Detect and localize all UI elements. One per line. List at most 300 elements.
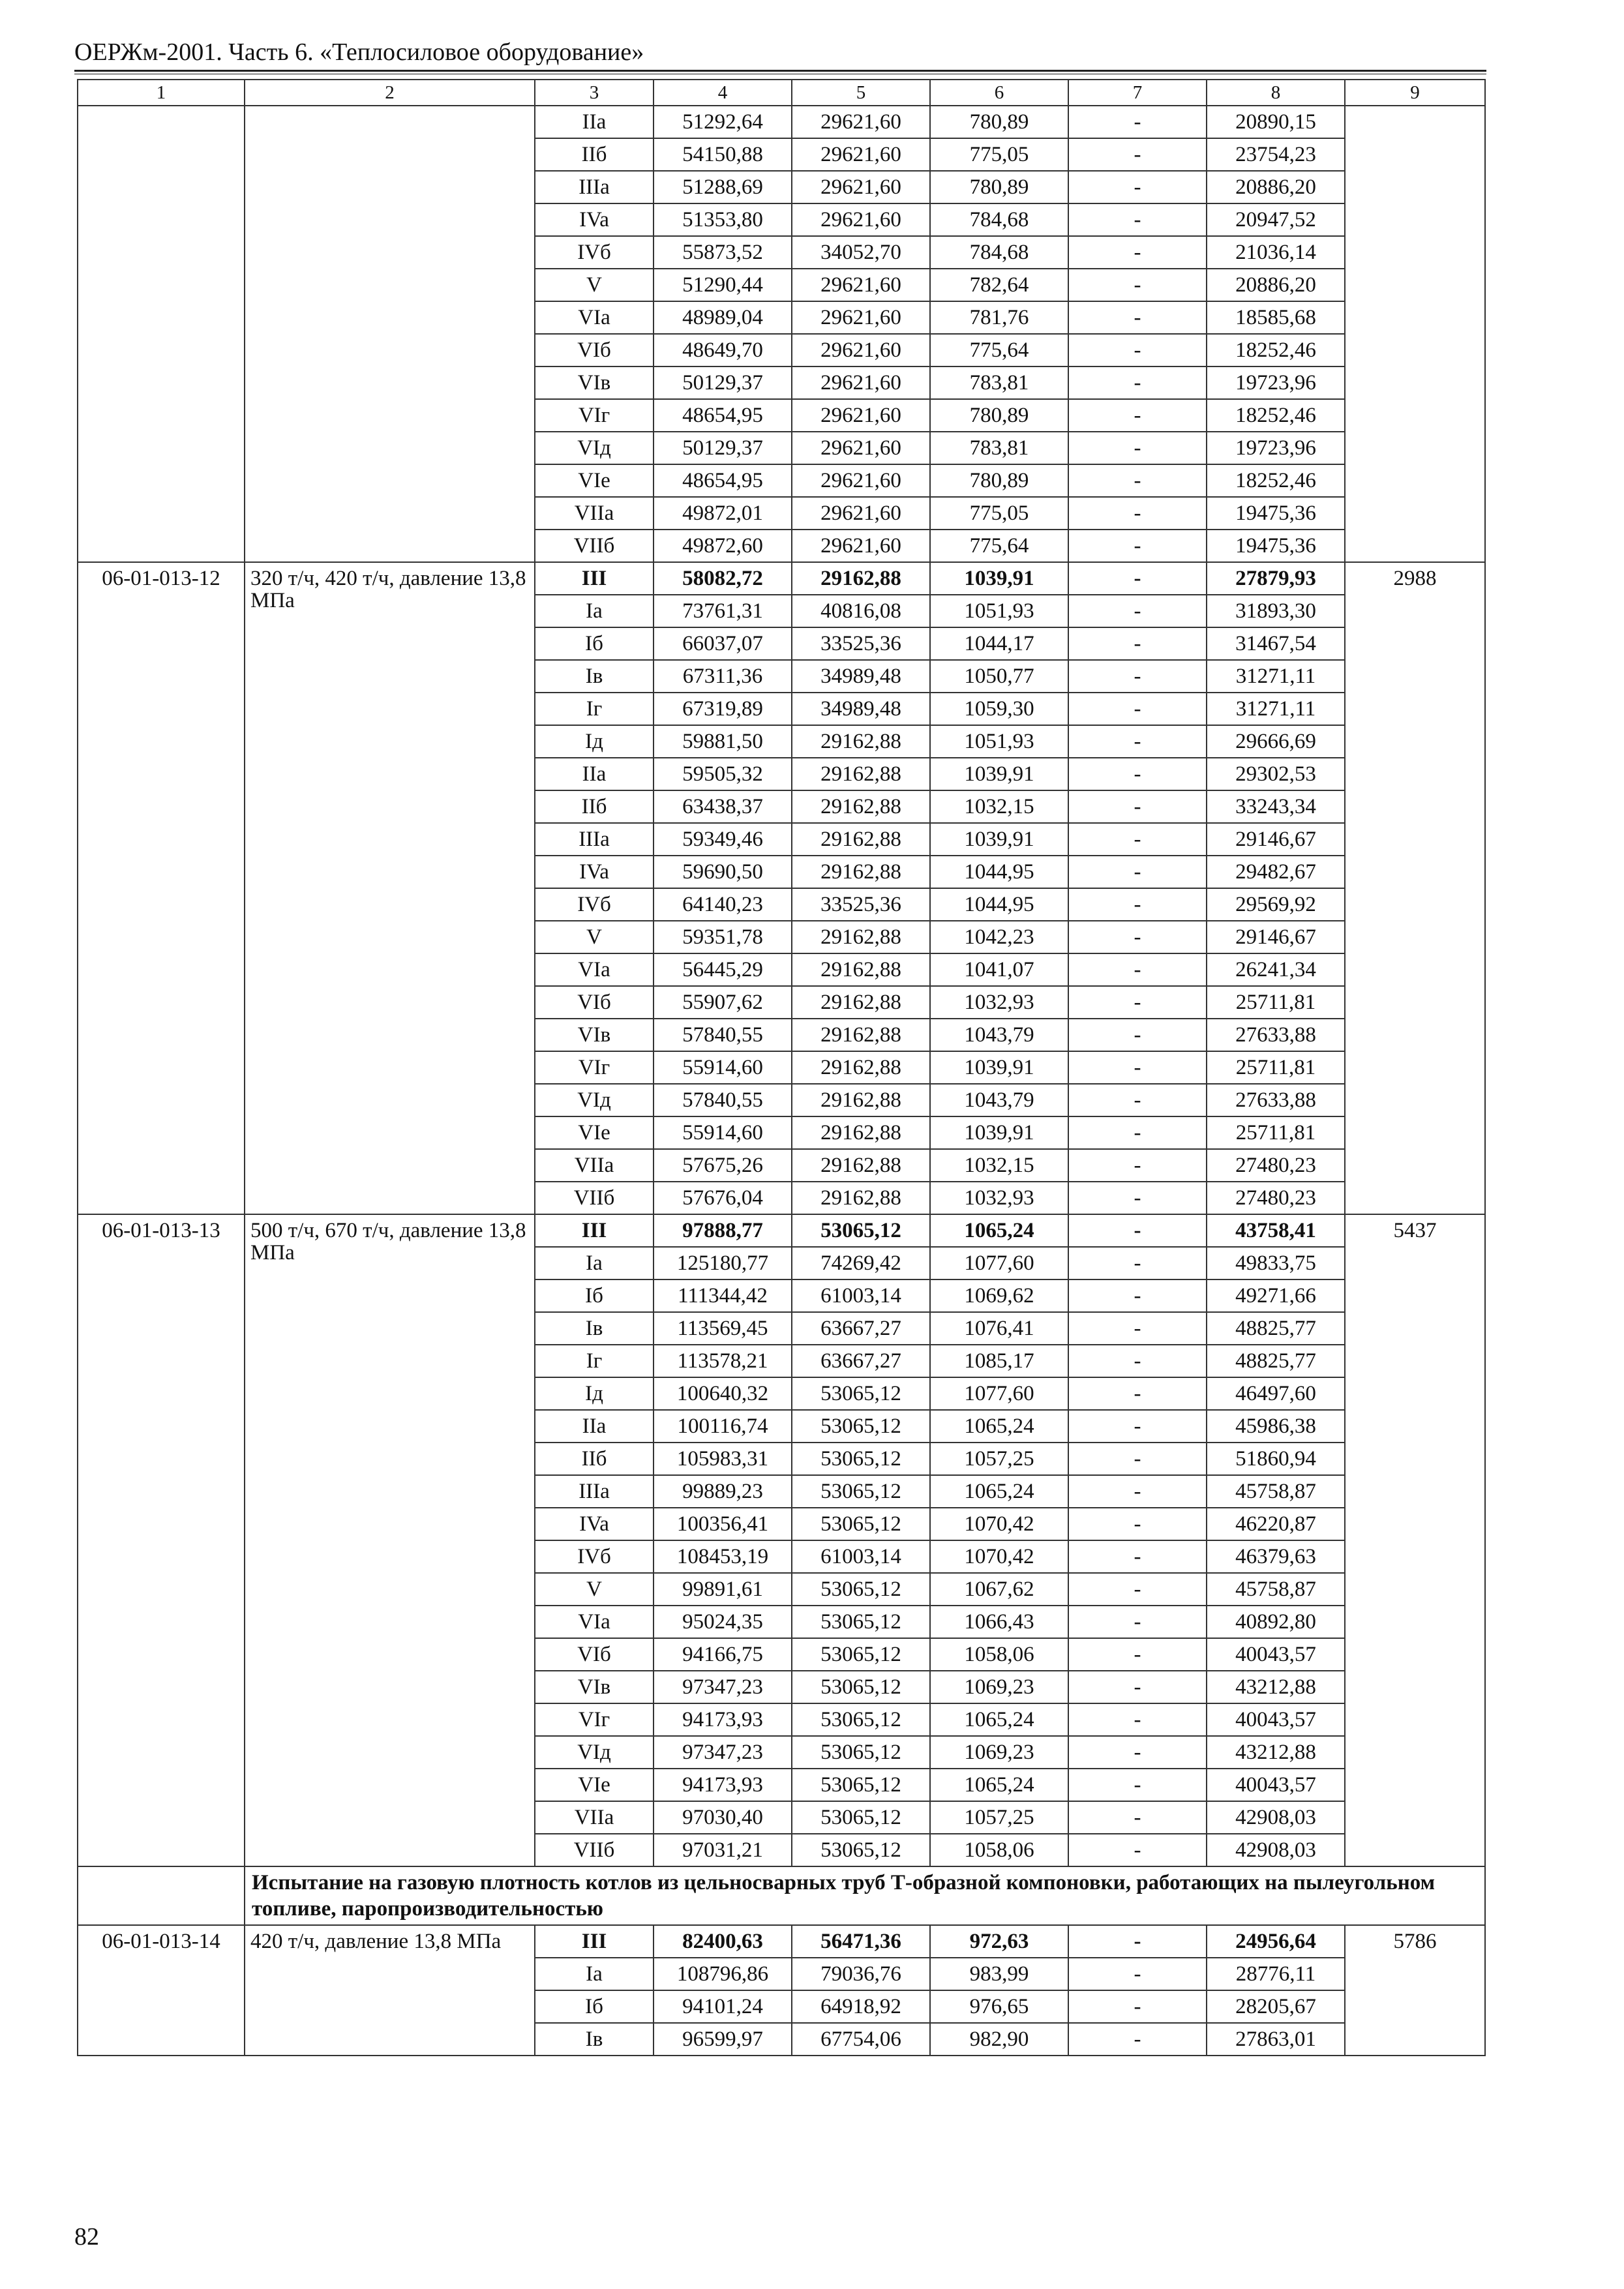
value-cell: 111344,42: [654, 1279, 792, 1312]
blank-cell: [78, 1866, 245, 1925]
subitem-label: VIг: [535, 399, 654, 432]
value-cell: 29162,88: [792, 790, 930, 823]
value-cell: 53065,12: [792, 1703, 930, 1736]
value-cell: 82400,63: [654, 1925, 792, 1958]
value-cell: 1066,43: [930, 1606, 1068, 1638]
value-cell: 26241,34: [1207, 953, 1345, 986]
value-cell: 976,65: [930, 1990, 1068, 2023]
value-cell: -: [1068, 562, 1207, 595]
rates-table: [77, 79, 1486, 2056]
subitem-label: VIIб: [535, 1834, 654, 1866]
value-cell: 63667,27: [792, 1345, 930, 1377]
value-cell: -: [1068, 1958, 1207, 1990]
item-description: 320 т/ч, 420 т/ч, давление 13,8 МПа: [245, 562, 535, 1214]
subitem-label: V: [535, 921, 654, 953]
subitem-label: III: [535, 562, 654, 595]
value-cell: 125180,77: [654, 1247, 792, 1279]
value-cell: 99891,61: [654, 1573, 792, 1606]
value-cell: 28205,67: [1207, 1990, 1345, 2023]
value-cell: 33525,36: [792, 888, 930, 921]
value-cell: 113578,21: [654, 1345, 792, 1377]
value-cell: -: [1068, 1084, 1207, 1116]
subitem-label: VIд: [535, 1736, 654, 1769]
value-cell: -: [1068, 627, 1207, 660]
value-cell: 1051,93: [930, 725, 1068, 758]
value-cell: 57840,55: [654, 1019, 792, 1051]
table-row: [78, 1925, 1485, 1958]
value-cell: 18252,46: [1207, 334, 1345, 367]
value-cell: 24956,64: [1207, 1925, 1345, 1958]
subitem-label: VIд: [535, 1084, 654, 1116]
value-cell: 40816,08: [792, 595, 930, 627]
value-cell: 29162,88: [792, 725, 930, 758]
value-cell: -: [1068, 1247, 1207, 1279]
subitem-label: Ia: [535, 1958, 654, 1990]
value-cell: 1039,91: [930, 1051, 1068, 1084]
value-cell: -: [1068, 367, 1207, 399]
subitem-label: VIe: [535, 464, 654, 497]
value-cell: 775,64: [930, 334, 1068, 367]
value-cell: 784,68: [930, 203, 1068, 236]
value-cell: 1032,15: [930, 1149, 1068, 1182]
value-cell: 29146,67: [1207, 823, 1345, 856]
value-cell: 27480,23: [1207, 1182, 1345, 1214]
subitem-label: VIв: [535, 1671, 654, 1703]
value-cell: 1070,42: [930, 1540, 1068, 1573]
value-cell: -: [1068, 1703, 1207, 1736]
value-cell: 29569,92: [1207, 888, 1345, 921]
item-description: 420 т/ч, давление 13,8 МПа: [245, 1925, 535, 2056]
value-cell: 19723,96: [1207, 432, 1345, 464]
value-cell: 100116,74: [654, 1410, 792, 1443]
value-cell: 58082,72: [654, 562, 792, 595]
value-cell: 34052,70: [792, 236, 930, 269]
value-cell: 57840,55: [654, 1084, 792, 1116]
subitem-label: Iб: [535, 1279, 654, 1312]
value-cell: 1042,23: [930, 921, 1068, 953]
value-cell: 783,81: [930, 367, 1068, 399]
value-cell: 63667,27: [792, 1312, 930, 1345]
column-number: 4: [654, 80, 792, 106]
subitem-label: Iд: [535, 725, 654, 758]
value-cell: 1059,30: [930, 693, 1068, 725]
value-cell: 45986,38: [1207, 1410, 1345, 1443]
value-cell: 29621,60: [792, 106, 930, 138]
value-cell: 97347,23: [654, 1736, 792, 1769]
value-cell: 100356,41: [654, 1508, 792, 1540]
value-cell: 34989,48: [792, 660, 930, 693]
value-cell: 1077,60: [930, 1247, 1068, 1279]
subitem-label: Iг: [535, 693, 654, 725]
value-cell: 19475,36: [1207, 497, 1345, 530]
value-cell: 1065,24: [930, 1214, 1068, 1247]
value-cell: 53065,12: [792, 1410, 930, 1443]
value-cell: 40892,80: [1207, 1606, 1345, 1638]
value-cell: 64918,92: [792, 1990, 930, 2023]
value-cell: 49872,01: [654, 497, 792, 530]
workers-count: 2988: [1345, 562, 1485, 1214]
item-code: 06-01-013-12: [78, 562, 245, 1214]
value-cell: -: [1068, 269, 1207, 301]
value-cell: 59349,46: [654, 823, 792, 856]
subitem-label: VIг: [535, 1703, 654, 1736]
value-cell: 29666,69: [1207, 725, 1345, 758]
column-number: 1: [78, 80, 245, 106]
value-cell: 29621,60: [792, 138, 930, 171]
workers-count: 5437: [1345, 1214, 1485, 1866]
value-cell: 29621,60: [792, 203, 930, 236]
value-cell: 1069,62: [930, 1279, 1068, 1312]
value-cell: 29162,88: [792, 856, 930, 888]
value-cell: 42908,03: [1207, 1834, 1345, 1866]
value-cell: 29621,60: [792, 171, 930, 203]
value-cell: 1057,25: [930, 1801, 1068, 1834]
value-cell: 29621,60: [792, 334, 930, 367]
value-cell: -: [1068, 1410, 1207, 1443]
value-cell: -: [1068, 334, 1207, 367]
value-cell: 29621,60: [792, 464, 930, 497]
value-cell: -: [1068, 1214, 1207, 1247]
value-cell: 46220,87: [1207, 1508, 1345, 1540]
column-number: 2: [245, 80, 535, 106]
value-cell: 46379,63: [1207, 1540, 1345, 1573]
value-cell: 29162,88: [792, 1019, 930, 1051]
column-number: 6: [930, 80, 1068, 106]
value-cell: 20886,20: [1207, 171, 1345, 203]
subitem-label: IVб: [535, 888, 654, 921]
value-cell: -: [1068, 1019, 1207, 1051]
value-cell: 18252,46: [1207, 464, 1345, 497]
value-cell: 20890,15: [1207, 106, 1345, 138]
value-cell: 1044,95: [930, 856, 1068, 888]
value-cell: 29162,88: [792, 986, 930, 1019]
value-cell: 48989,04: [654, 301, 792, 334]
value-cell: 113569,45: [654, 1312, 792, 1345]
column-number: 8: [1207, 80, 1345, 106]
blank-cell: [78, 106, 245, 562]
value-cell: 45758,87: [1207, 1475, 1345, 1508]
value-cell: 51353,80: [654, 203, 792, 236]
value-cell: -: [1068, 693, 1207, 725]
subitem-label: VIa: [535, 953, 654, 986]
value-cell: -: [1068, 758, 1207, 790]
subitem-label: VIв: [535, 1019, 654, 1051]
section-row: [78, 1866, 1485, 1925]
value-cell: -: [1068, 888, 1207, 921]
subitem-label: IIIa: [535, 1475, 654, 1508]
value-cell: -: [1068, 1279, 1207, 1312]
value-cell: 29621,60: [792, 530, 930, 562]
value-cell: 1051,93: [930, 595, 1068, 627]
value-cell: 43212,88: [1207, 1671, 1345, 1703]
value-cell: 49872,60: [654, 530, 792, 562]
value-cell: 94166,75: [654, 1638, 792, 1671]
value-cell: 49271,66: [1207, 1279, 1345, 1312]
value-cell: 1076,41: [930, 1312, 1068, 1345]
value-cell: -: [1068, 823, 1207, 856]
value-cell: 33525,36: [792, 627, 930, 660]
value-cell: 982,90: [930, 2023, 1068, 2056]
value-cell: 29162,88: [792, 758, 930, 790]
value-cell: -: [1068, 1606, 1207, 1638]
value-cell: 1070,42: [930, 1508, 1068, 1540]
value-cell: 1058,06: [930, 1834, 1068, 1866]
subitem-label: VIб: [535, 986, 654, 1019]
blank-cell: [1345, 106, 1485, 562]
value-cell: 1039,91: [930, 823, 1068, 856]
blank-cell: [245, 106, 535, 562]
value-cell: 29621,60: [792, 399, 930, 432]
value-cell: -: [1068, 1377, 1207, 1410]
value-cell: 53065,12: [792, 1443, 930, 1475]
value-cell: 29162,88: [792, 823, 930, 856]
subitem-label: IVб: [535, 236, 654, 269]
value-cell: 53065,12: [792, 1475, 930, 1508]
subitem-label: VIa: [535, 1606, 654, 1638]
subitem-label: VIг: [535, 1051, 654, 1084]
value-cell: 27879,93: [1207, 562, 1345, 595]
subitem-label: VIa: [535, 301, 654, 334]
workers-count: 5786: [1345, 1925, 1485, 2056]
value-cell: 29162,88: [792, 562, 930, 595]
column-number: 5: [792, 80, 930, 106]
subitem-label: VIIб: [535, 1182, 654, 1214]
value-cell: 96599,97: [654, 2023, 792, 2056]
value-cell: 27863,01: [1207, 2023, 1345, 2056]
subitem-label: IVa: [535, 1508, 654, 1540]
value-cell: 50129,37: [654, 367, 792, 399]
value-cell: 51290,44: [654, 269, 792, 301]
subitem-label: VIe: [535, 1769, 654, 1801]
value-cell: -: [1068, 790, 1207, 823]
value-cell: 49833,75: [1207, 1247, 1345, 1279]
subitem-label: IIIa: [535, 171, 654, 203]
subitem-label: Iб: [535, 627, 654, 660]
value-cell: 100640,32: [654, 1377, 792, 1410]
value-cell: 29162,88: [792, 1149, 930, 1182]
value-cell: 29162,88: [792, 1116, 930, 1149]
value-cell: 1065,24: [930, 1475, 1068, 1508]
value-cell: -: [1068, 497, 1207, 530]
value-cell: 53065,12: [792, 1508, 930, 1540]
value-cell: 19475,36: [1207, 530, 1345, 562]
value-cell: 53065,12: [792, 1573, 930, 1606]
value-cell: 784,68: [930, 236, 1068, 269]
value-cell: 53065,12: [792, 1834, 930, 1866]
value-cell: -: [1068, 2023, 1207, 2056]
value-cell: 53065,12: [792, 1736, 930, 1769]
subitem-label: VIe: [535, 1116, 654, 1149]
subitem-label: VIIa: [535, 1149, 654, 1182]
subitem-label: Iб: [535, 1990, 654, 2023]
value-cell: -: [1068, 1834, 1207, 1866]
value-cell: -: [1068, 464, 1207, 497]
value-cell: 775,64: [930, 530, 1068, 562]
subitem-label: Iв: [535, 1312, 654, 1345]
value-cell: 57675,26: [654, 1149, 792, 1182]
value-cell: 1044,17: [930, 627, 1068, 660]
table-row: [78, 562, 1485, 595]
value-cell: 51288,69: [654, 171, 792, 203]
value-cell: 18585,68: [1207, 301, 1345, 334]
value-cell: -: [1068, 1149, 1207, 1182]
subitem-label: IIб: [535, 1443, 654, 1475]
value-cell: 29162,88: [792, 953, 930, 986]
value-cell: 29621,60: [792, 432, 930, 464]
value-cell: 61003,14: [792, 1540, 930, 1573]
value-cell: 29621,60: [792, 269, 930, 301]
subitem-label: Iг: [535, 1345, 654, 1377]
value-cell: 29146,67: [1207, 921, 1345, 953]
value-cell: 94173,93: [654, 1769, 792, 1801]
value-cell: 50129,37: [654, 432, 792, 464]
value-cell: -: [1068, 203, 1207, 236]
value-cell: 29162,88: [792, 1182, 930, 1214]
value-cell: 23754,23: [1207, 138, 1345, 171]
value-cell: 48825,77: [1207, 1312, 1345, 1345]
value-cell: 55907,62: [654, 986, 792, 1019]
value-cell: 53065,12: [792, 1801, 930, 1834]
value-cell: 59351,78: [654, 921, 792, 953]
value-cell: 1065,24: [930, 1769, 1068, 1801]
value-cell: -: [1068, 986, 1207, 1019]
value-cell: -: [1068, 1116, 1207, 1149]
value-cell: 782,64: [930, 269, 1068, 301]
value-cell: 27633,88: [1207, 1019, 1345, 1051]
value-cell: 33243,34: [1207, 790, 1345, 823]
value-cell: 105983,31: [654, 1443, 792, 1475]
value-cell: -: [1068, 432, 1207, 464]
value-cell: 775,05: [930, 497, 1068, 530]
value-cell: -: [1068, 1182, 1207, 1214]
value-cell: 53065,12: [792, 1377, 930, 1410]
subitem-label: VIIб: [535, 530, 654, 562]
value-cell: 97347,23: [654, 1671, 792, 1703]
value-cell: 775,05: [930, 138, 1068, 171]
value-cell: 31271,11: [1207, 693, 1345, 725]
value-cell: 1041,07: [930, 953, 1068, 986]
value-cell: 18252,46: [1207, 399, 1345, 432]
subitem-label: IVб: [535, 1540, 654, 1573]
column-number: 9: [1345, 80, 1485, 106]
value-cell: 67754,06: [792, 2023, 930, 2056]
value-cell: 42908,03: [1207, 1801, 1345, 1834]
value-cell: 108796,86: [654, 1958, 792, 1990]
subitem-label: V: [535, 1573, 654, 1606]
subitem-label: IIa: [535, 758, 654, 790]
value-cell: 1065,24: [930, 1410, 1068, 1443]
subitem-label: Ia: [535, 1247, 654, 1279]
subitem-label: Iд: [535, 1377, 654, 1410]
value-cell: 1032,93: [930, 986, 1068, 1019]
value-cell: -: [1068, 1769, 1207, 1801]
value-cell: -: [1068, 1990, 1207, 2023]
value-cell: 29302,53: [1207, 758, 1345, 790]
subitem-label: IIa: [535, 1410, 654, 1443]
value-cell: 48649,70: [654, 334, 792, 367]
value-cell: 61003,14: [792, 1279, 930, 1312]
value-cell: 29621,60: [792, 301, 930, 334]
value-cell: 27633,88: [1207, 1084, 1345, 1116]
value-cell: 1043,79: [930, 1019, 1068, 1051]
value-cell: 29482,67: [1207, 856, 1345, 888]
value-cell: 29162,88: [792, 1051, 930, 1084]
subitem-label: IIб: [535, 790, 654, 823]
value-cell: 783,81: [930, 432, 1068, 464]
value-cell: -: [1068, 530, 1207, 562]
value-cell: 31271,11: [1207, 660, 1345, 693]
value-cell: 64140,23: [654, 888, 792, 921]
value-cell: 34989,48: [792, 693, 930, 725]
value-cell: 79036,76: [792, 1958, 930, 1990]
value-cell: -: [1068, 171, 1207, 203]
value-cell: 53065,12: [792, 1671, 930, 1703]
value-cell: 67319,89: [654, 693, 792, 725]
value-cell: 74269,42: [792, 1247, 930, 1279]
subitem-label: IVa: [535, 856, 654, 888]
column-number: 3: [535, 80, 654, 106]
value-cell: 21036,14: [1207, 236, 1345, 269]
value-cell: 781,76: [930, 301, 1068, 334]
value-cell: -: [1068, 1312, 1207, 1345]
value-cell: 780,89: [930, 464, 1068, 497]
value-cell: -: [1068, 106, 1207, 138]
value-cell: 1058,06: [930, 1638, 1068, 1671]
value-cell: 1032,93: [930, 1182, 1068, 1214]
value-cell: 97030,40: [654, 1801, 792, 1834]
value-cell: 63438,37: [654, 790, 792, 823]
column-number: 7: [1068, 80, 1207, 106]
value-cell: 780,89: [930, 171, 1068, 203]
value-cell: 780,89: [930, 399, 1068, 432]
value-cell: 27480,23: [1207, 1149, 1345, 1182]
value-cell: -: [1068, 1540, 1207, 1573]
value-cell: -: [1068, 138, 1207, 171]
item-description: 500 т/ч, 670 т/ч, давление 13,8 МПа: [245, 1214, 535, 1866]
value-cell: -: [1068, 1638, 1207, 1671]
value-cell: 972,63: [930, 1925, 1068, 1958]
value-cell: 29621,60: [792, 367, 930, 399]
item-code: 06-01-013-14: [78, 1925, 245, 2056]
value-cell: 95024,35: [654, 1606, 792, 1638]
value-cell: -: [1068, 399, 1207, 432]
subitem-label: IIa: [535, 106, 654, 138]
value-cell: 53065,12: [792, 1638, 930, 1671]
value-cell: 1039,91: [930, 758, 1068, 790]
section-title: Испытание на газовую плотность котлов из цельносварных труб Т-образной компоновки, работающих на пылеугольном топливе, паропроизводительностью: [245, 1866, 1485, 1925]
value-cell: -: [1068, 1508, 1207, 1540]
value-cell: 1085,17: [930, 1345, 1068, 1377]
value-cell: 54150,88: [654, 138, 792, 171]
table-row: [78, 1214, 1485, 1247]
value-cell: 55873,52: [654, 236, 792, 269]
value-cell: 55914,60: [654, 1051, 792, 1084]
value-cell: -: [1068, 301, 1207, 334]
value-cell: 67311,36: [654, 660, 792, 693]
page-number: 82: [74, 2223, 99, 2251]
subitem-label: VIд: [535, 432, 654, 464]
value-cell: -: [1068, 1736, 1207, 1769]
value-cell: 51292,64: [654, 106, 792, 138]
value-cell: 108453,19: [654, 1540, 792, 1573]
value-cell: 780,89: [930, 106, 1068, 138]
document-header: ОЕРЖм-2001. Часть 6. «Теплосиловое оборудование»: [74, 38, 644, 66]
column-number-row: [78, 80, 1485, 106]
value-cell: 59690,50: [654, 856, 792, 888]
subitem-label: Iв: [535, 2023, 654, 2056]
value-cell: 43212,88: [1207, 1736, 1345, 1769]
value-cell: 1065,24: [930, 1703, 1068, 1736]
